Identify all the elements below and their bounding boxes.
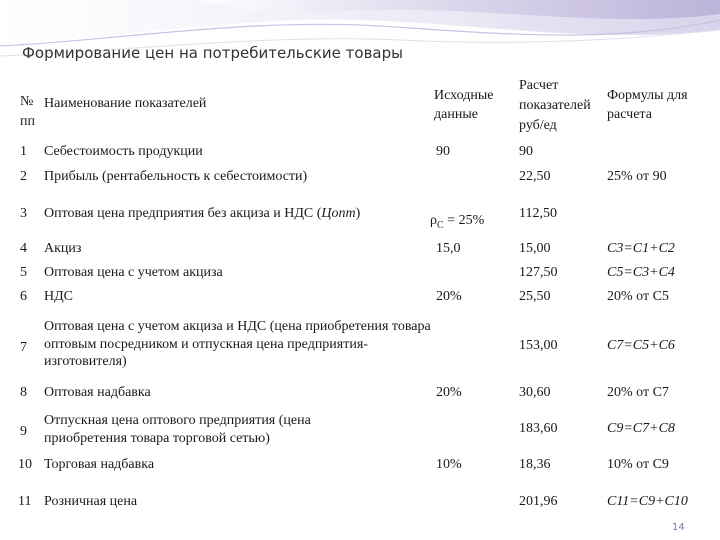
row-8-name: Оптовая надбавка <box>44 385 151 400</box>
row-1-calc: 90 <box>519 144 533 159</box>
row-5-name: Оптовая цена с учетом акциза <box>44 265 223 280</box>
row-6-calc: 25,50 <box>519 289 551 304</box>
row-6-name: НДС <box>44 289 73 304</box>
row-5-num: 5 <box>20 265 27 280</box>
row-8-source: 20% <box>436 385 462 400</box>
row-1-name: Себестоимость продукции <box>44 144 203 159</box>
rho-subscript: С <box>437 219 444 231</box>
row-9-name: Отпускная цена оптового предприятия (цена приобретения товара торговой сетью) <box>44 413 311 446</box>
row-3-num: 3 <box>20 206 27 221</box>
row-4-name: Акциз <box>44 241 82 256</box>
row-2-num: 2 <box>20 169 27 184</box>
header-name: Наименование показателей <box>44 96 207 111</box>
row-3-name-text: Оптовая цена предприятия без акциза и НДС ( <box>44 206 322 221</box>
row-3-name-italic: Цопт <box>321 206 356 221</box>
row-8-formula: 20% от С7 <box>607 385 669 400</box>
rho-value: = 25% <box>443 213 485 228</box>
header-num: № пп <box>20 94 35 129</box>
slide-title: Формирование цен на потребительские товары <box>22 44 403 62</box>
row-11-formula: С11=С9+С10 <box>607 494 688 509</box>
row-2-formula: 25% от 90 <box>607 169 667 184</box>
header-source: Исходные данные <box>434 88 494 122</box>
row-4-source: 15,0 <box>436 241 461 256</box>
row-6-source: 20% <box>436 289 462 304</box>
row-7-num: 7 <box>20 340 27 355</box>
row-3-name <box>44 205 360 222</box>
row-5-formula: С5=С3+С4 <box>607 265 675 280</box>
row-3-source <box>430 212 484 234</box>
row-7-formula: С7=С5+С6 <box>607 338 675 353</box>
row-4-num: 4 <box>20 241 27 256</box>
row-10-calc: 18,36 <box>519 457 551 472</box>
row-2-calc: 22,50 <box>519 169 551 184</box>
header-calc: Расчет показателей руб/ед <box>519 78 591 133</box>
row-3-calc: 112,50 <box>519 206 557 221</box>
row-1-source: 90 <box>436 144 450 159</box>
row-11-calc: 201,96 <box>519 494 558 509</box>
row-4-calc: 15,00 <box>519 241 551 256</box>
row-4-formula: С3=С1+С2 <box>607 241 675 256</box>
row-10-num: 10 <box>18 457 32 472</box>
page-number: 14 <box>672 522 685 533</box>
row-10-source: 10% <box>436 457 462 472</box>
rho-symbol: ρ <box>430 213 437 228</box>
row-9-calc: 183,60 <box>519 421 558 436</box>
row-10-name: Торговая надбавка <box>44 457 155 472</box>
row-5-calc: 127,50 <box>519 265 558 280</box>
row-9-num: 9 <box>20 424 27 439</box>
row-8-calc: 30,60 <box>519 385 551 400</box>
row-6-num: 6 <box>20 289 27 304</box>
header-wave-decoration <box>0 0 720 80</box>
row-1-num: 1 <box>20 144 27 159</box>
row-2-name: Прибыль (рентабельность к себестоимости) <box>44 169 308 184</box>
header-formula: Формулы для расчета <box>607 88 688 122</box>
row-11-num: 11 <box>18 494 32 509</box>
row-3-name-suffix: ) <box>355 206 361 221</box>
row-11-name: Розничная цена <box>44 494 138 509</box>
row-8-num: 8 <box>20 385 27 400</box>
row-7-calc: 153,00 <box>519 338 558 353</box>
row-9-formula: С9=С7+С8 <box>607 421 675 436</box>
row-10-formula: 10% от С9 <box>607 457 669 472</box>
row-6-formula: 20% от С5 <box>607 289 669 304</box>
row-7-name: Оптовая цена с учетом акциза и НДС (цена приобретения товара оптовым посредником и отпускная цена предприятия-изготовителя) <box>44 319 431 369</box>
